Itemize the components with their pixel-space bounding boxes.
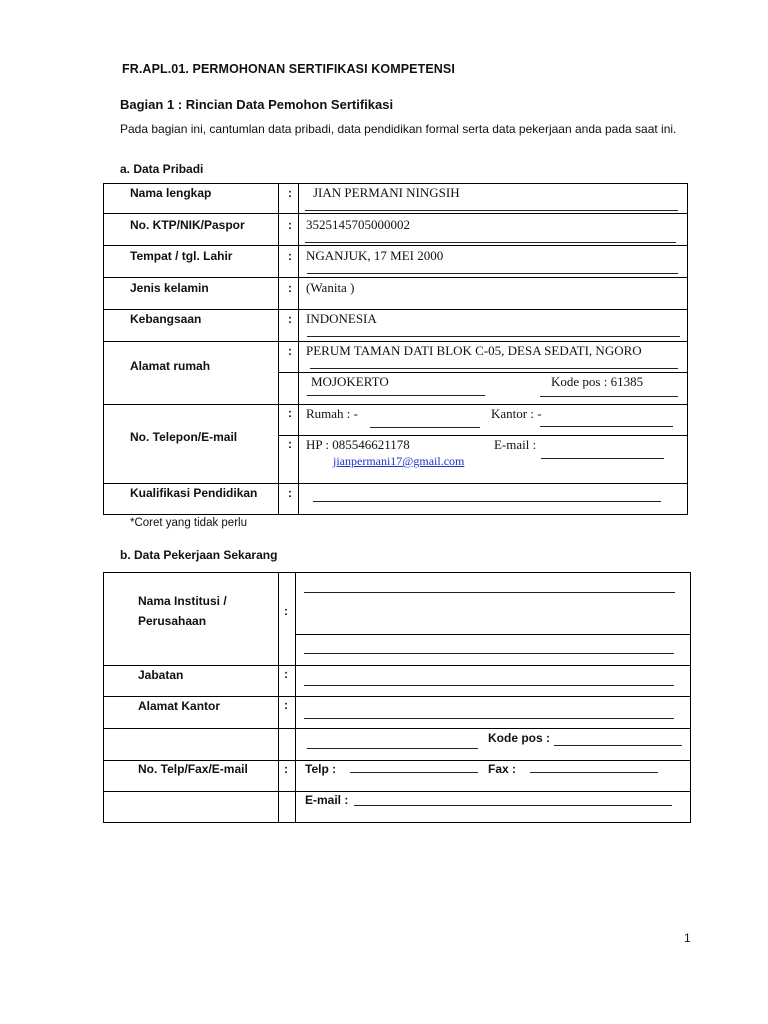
name-underline <box>305 210 678 211</box>
contact-label: No. Telp/Fax/E-mail <box>138 762 248 776</box>
page-number: 1 <box>684 931 691 945</box>
birth-underline <box>307 273 678 274</box>
work-postal-underline <box>554 745 682 746</box>
colon: : <box>284 698 288 712</box>
address-line2-underline <box>307 395 485 396</box>
institution-underline <box>304 592 675 593</box>
home-phone[interactable]: Rumah : - <box>306 406 358 421</box>
work-data-table <box>103 572 691 823</box>
colon: : <box>284 667 288 681</box>
office-address-underline-2 <box>307 748 478 749</box>
telp-label: Telp : <box>305 762 337 776</box>
table-row-line <box>104 728 690 729</box>
gender-label: Jenis kelamin <box>130 281 209 295</box>
id-value[interactable]: 3525145705000002 <box>306 217 410 232</box>
colon: : <box>288 281 292 295</box>
work-data-heading: b. Data Pekerjaan Sekarang <box>120 548 278 562</box>
name-label: Nama lengkap <box>130 186 212 200</box>
email-underline <box>541 458 664 459</box>
colon: : <box>284 604 288 618</box>
table-row-line <box>104 213 687 214</box>
colon: : <box>288 218 292 232</box>
address-line1[interactable]: PERUM TAMAN DATI BLOK C-05, DESA SEDATI, NGORO <box>306 343 642 358</box>
table-row-line <box>104 696 690 697</box>
table-divider <box>278 573 279 822</box>
table-row-line <box>295 634 690 635</box>
institution-label: Nama Institusi / <box>138 594 227 608</box>
education-label: Kualifikasi Pendidikan <box>130 486 258 500</box>
address-line2[interactable]: MOJOKERTO <box>311 374 389 389</box>
work-postal-label: Kode pos : <box>488 731 550 745</box>
section-title: Bagian 1 : Rincian Data Pemohon Sertifikasi <box>120 97 394 112</box>
office-address-underline <box>304 718 674 719</box>
nationality-value[interactable]: INDONESIA <box>306 311 377 326</box>
table-divider <box>298 184 299 514</box>
fax-label: Fax : <box>488 762 517 776</box>
colon: : <box>288 312 292 326</box>
table-row-line <box>278 372 687 373</box>
table-row-line <box>104 483 687 484</box>
office-phone-underline <box>540 426 673 427</box>
table-row-line <box>104 760 690 761</box>
table-row-line <box>104 404 687 405</box>
table-row-line <box>104 665 690 666</box>
table-row-line <box>104 341 687 342</box>
name-value[interactable]: JIAN PERMANI NINGSIH <box>313 185 460 200</box>
institution-underline-2 <box>304 653 674 654</box>
position-underline <box>304 685 674 686</box>
birth-value[interactable]: NGANJUK, 17 MEI 2000 <box>306 248 444 263</box>
table-row-line <box>104 245 687 246</box>
colon: : <box>288 249 292 263</box>
intro-text: Pada bagian ini, cantumlan data pribadi, data pendidikan formal serta data pekerjaan anda pada saat ini. <box>120 122 677 136</box>
colon: : <box>288 486 292 500</box>
personal-data-heading: a. Data Pribadi <box>120 162 204 176</box>
office-address-label: Alamat Kantor <box>138 699 221 713</box>
colon: : <box>288 186 292 200</box>
colon: : <box>284 762 288 776</box>
email-label: E-mail : <box>494 437 537 452</box>
table-divider <box>278 184 279 514</box>
strike-note: *Coret yang tidak perlu <box>130 517 247 529</box>
office-phone[interactable]: Kantor : - <box>491 406 542 421</box>
email-link[interactable]: jianpermani17@gmail.com <box>333 454 465 468</box>
gender-value[interactable]: (Wanita ) <box>306 280 355 295</box>
postal-code[interactable]: Kode pos : 61385 <box>551 374 644 389</box>
telp-underline <box>350 772 478 773</box>
nationality-underline <box>307 336 680 337</box>
work-email-label: E-mail : <box>305 793 349 807</box>
colon: : <box>288 406 292 420</box>
education-underline <box>313 501 661 502</box>
work-email-underline <box>354 805 672 806</box>
fax-underline <box>530 772 658 773</box>
table-row-line <box>104 309 687 310</box>
address-underline <box>310 368 678 369</box>
table-row-line <box>104 791 690 792</box>
position-label: Jabatan <box>138 668 184 682</box>
home-phone-underline <box>370 427 480 428</box>
document-title: FR.APL.01. PERMOHONAN SERTIFIKASI KOMPETENSI <box>122 62 455 76</box>
phone-label: No. Telepon/E-mail <box>130 430 238 444</box>
address-label: Alamat rumah <box>130 359 211 373</box>
postal-underline <box>540 396 678 397</box>
id-underline <box>305 242 676 243</box>
table-divider <box>295 573 296 822</box>
institution-label-2: Perusahaan <box>138 614 207 628</box>
nationality-label: Kebangsaan <box>130 312 202 326</box>
birth-label: Tempat / tgl. Lahir <box>130 249 233 263</box>
table-row-line <box>278 435 687 436</box>
colon: : <box>288 437 292 451</box>
colon: : <box>288 344 292 358</box>
table-row-line <box>104 277 687 278</box>
hp-number[interactable]: HP : 085546621178 <box>306 437 410 452</box>
id-label: No. KTP/NIK/Paspor <box>130 218 245 232</box>
